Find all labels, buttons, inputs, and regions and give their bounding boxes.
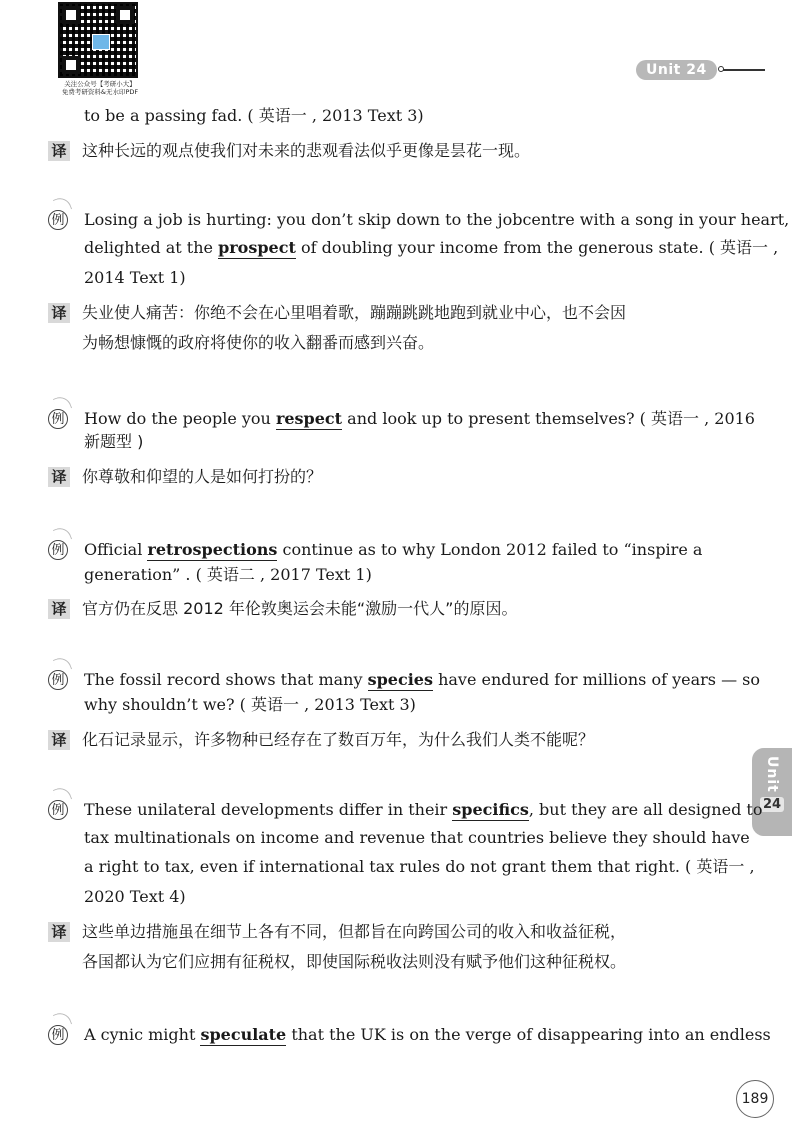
- example-tag: 例: [48, 800, 68, 820]
- translation-line: 这种长远的观点使我们对未来的悲观看法似乎更像是昙花一现。: [82, 141, 531, 160]
- example-text: A cynic might: [84, 1025, 201, 1044]
- example-text-line: to be a passing fad. ( 英语一 , 2013 Text 3): [84, 106, 424, 125]
- side-tab: [752, 748, 792, 836]
- example-text: that the UK is on the verge of disappearing into an endless: [286, 1025, 771, 1044]
- example-text-line: 2014 Text 1): [84, 268, 186, 287]
- example-tag: 例: [48, 670, 68, 690]
- qr-caption-line-2: 免费考研资料&无水印PDF: [61, 88, 139, 96]
- example-text-line: [84, 800, 762, 820]
- translation-tag: 译: [48, 922, 70, 942]
- keyword: respect: [275, 409, 343, 428]
- qr-caption-line-1: 关注公众号【考研小大】: [64, 80, 136, 88]
- example-text-line: a right to tax, even if international tax rules do not grant them that right. ( 英语一 ,: [84, 857, 755, 876]
- qr-code: [58, 2, 138, 78]
- example-tag: 例: [48, 409, 68, 429]
- example-text-line: [84, 540, 702, 560]
- keyword: prospect: [218, 238, 296, 257]
- example-text: How do the people you: [84, 409, 276, 428]
- keyword: retrospections: [147, 540, 278, 559]
- example-text: Official: [84, 540, 148, 559]
- example-text: These unilateral developments differ in their: [84, 800, 453, 819]
- side-tab-label: Unit: [764, 756, 780, 793]
- example-text-line: why shouldn’t we? ( 英语一 , 2013 Text 3): [84, 695, 416, 714]
- translation-line: 失业使人痛苦：你绝不会在心里唱着歌，蹦蹦跳跳地跑到就业中心，也不会因: [82, 303, 627, 322]
- example-text: have endured for millions of years — so: [432, 670, 760, 689]
- translation-line: 化石记录显示，许多物种已经存在了数百万年，为什么我们人类不能呢？: [82, 730, 595, 749]
- example-tag: 例: [48, 210, 68, 230]
- example-text: , but they are all designed to: [528, 800, 763, 819]
- translation-tag: 译: [48, 599, 70, 619]
- translation-tag: 译: [48, 467, 70, 487]
- example-text-line: 新题型 ): [84, 432, 144, 451]
- example-text-line: [84, 1025, 771, 1045]
- example-tag: 例: [48, 1025, 68, 1045]
- example-text-line: 2020 Text 4): [84, 887, 186, 906]
- example-text-line: Losing a job is hurting: you don’t skip down to the jobcentre with a song in your heart,: [84, 210, 790, 229]
- example-text: The fossil record shows that many: [84, 670, 368, 689]
- translation-line: 各国都认为它们应拥有征税权，即使国际税收法则没有赋予他们这种征税权。: [82, 952, 627, 971]
- example-text: continue as to why London 2012 failed to “inspire a: [277, 540, 703, 559]
- example-text-line: [84, 670, 760, 690]
- translation-line: 这些单边措施虽在细节上各有不同，但都旨在向跨国公司的收入和收益征税，: [82, 922, 627, 941]
- example-text: and look up to present themselves? ( 英语一 , 2016: [342, 409, 755, 428]
- example-text-line: tax multinationals on income and revenue that countries believe they should have: [84, 828, 750, 847]
- example-tag: 例: [48, 540, 68, 560]
- translation-line: 为畅想慷慨的政府将使你的收入翻番而感到兴奋。: [82, 333, 435, 352]
- qr-caption: [50, 80, 150, 96]
- keyword: species: [367, 670, 433, 689]
- example-text: delighted at the: [84, 238, 219, 257]
- translation-tag: 译: [48, 141, 70, 161]
- translation-line: 官方仍在反思 2012 年伦敦奥运会未能“激励一代人”的原因。: [82, 599, 518, 618]
- example-text-line: [84, 238, 778, 258]
- translation-tag: 译: [48, 730, 70, 750]
- example-text-line: [84, 409, 755, 429]
- translation-line: 你尊敬和仰望的人是如何打扮的？: [82, 467, 323, 486]
- translation-tag: 译: [48, 303, 70, 323]
- side-tab-number: 24: [760, 797, 784, 812]
- unit-label: Unit 24: [636, 60, 717, 80]
- keyword: specifics: [452, 800, 529, 819]
- keyword: speculate: [200, 1025, 287, 1044]
- example-text-line: generation” . ( 英语二 , 2017 Text 1): [84, 565, 372, 584]
- example-text: of doubling your income from the generous state. ( 英语一 ,: [295, 238, 779, 257]
- page-number: 189: [736, 1080, 774, 1118]
- unit-header-rule: [721, 69, 765, 71]
- unit-header: [636, 60, 765, 80]
